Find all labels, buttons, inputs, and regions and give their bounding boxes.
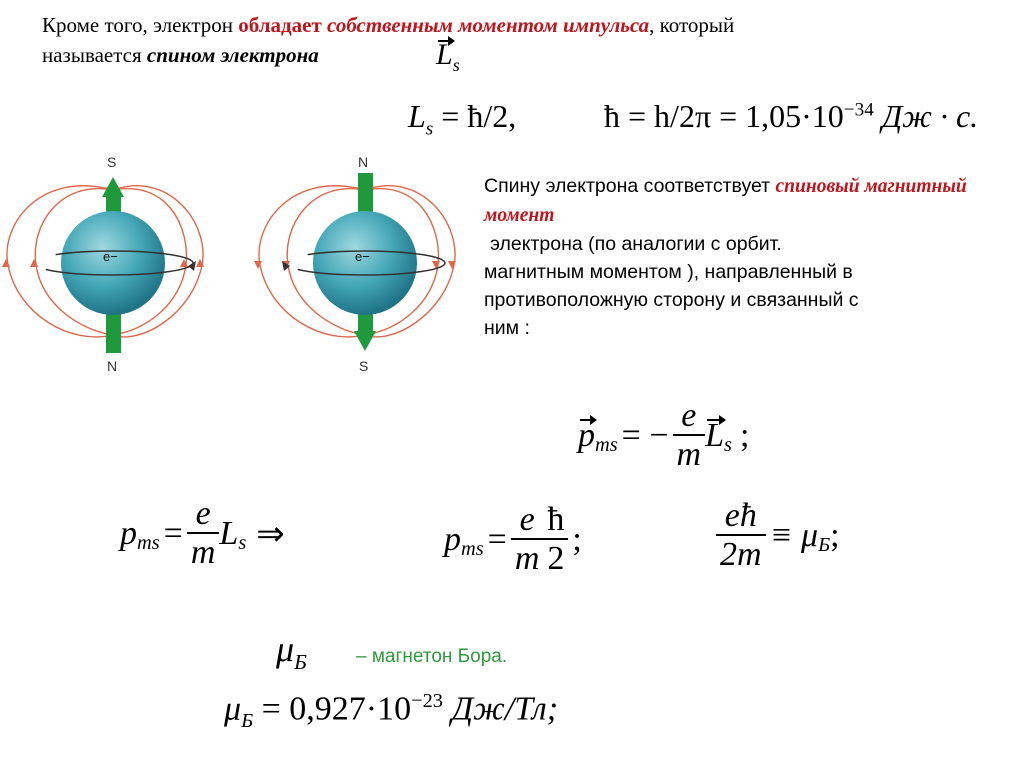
formula-2-den-2: 2: [547, 539, 565, 577]
spin-symbol-letter: L: [436, 38, 453, 71]
formula-1: [120, 496, 285, 571]
spin-text-line-5: ним :: [484, 317, 530, 339]
pole-label-s-bottom: S: [359, 358, 369, 374]
intro-text: [42, 10, 734, 70]
formula-vec-rhs-sub: s: [724, 434, 732, 457]
formula-2-lhs: p: [444, 520, 461, 558]
formula-2-num-1: e: [511, 502, 544, 540]
formula-vec-num: e: [673, 398, 706, 436]
formula-ls-rhs: = ħ/2,: [433, 98, 517, 134]
electron-label-1: e−: [103, 249, 118, 264]
pole-label-n-bottom: N: [107, 358, 118, 374]
intro-text-f: спином электрона: [146, 43, 319, 67]
rotation-arrow-icon: [188, 261, 196, 271]
formula-bohr-value: [224, 690, 558, 733]
formula-3-num: eħ: [716, 498, 766, 536]
magneton-description: – магнетон Бора.: [356, 646, 508, 667]
intro-line-2: [42, 40, 734, 70]
formula-2-frac-1: [511, 502, 544, 577]
electron-atom-1: [2, 154, 204, 374]
electron-atom-2: [254, 154, 456, 374]
formula-3-eq: ≡ μ: [769, 516, 819, 554]
down-arrow-icon: [354, 331, 376, 351]
formula-2-num-2: ħ: [543, 502, 568, 540]
formula-1-den: m: [190, 533, 216, 571]
electron-spin-diagram: [0, 145, 470, 380]
bohr-unit: Дж/Тл;: [443, 690, 559, 728]
bohr-rhs: = 0,927·10: [253, 690, 412, 728]
spin-text-line-2: электрона (по аналогии с орбит.: [490, 233, 782, 255]
intro-text-d: , который: [649, 13, 735, 37]
formula-ls-sub: s: [425, 118, 434, 140]
formula-1-eq: =: [163, 514, 183, 552]
bohr-lhs: μ: [224, 690, 242, 728]
spin-text-line-1: [484, 172, 1009, 230]
formula-2-den-1: m: [514, 539, 540, 577]
formula-2-eq: =: [487, 520, 507, 558]
spin-text-line-3: магнитным моментом ), направленный в: [484, 261, 853, 283]
intro-text-e: называется: [42, 43, 147, 67]
formula-ls: [408, 98, 516, 140]
formula-3-end: ;: [830, 516, 840, 554]
spin-text-line-4: противоположную сторону и связанный с: [484, 289, 859, 311]
magneton-mu: μ: [276, 629, 295, 669]
formula-vec-rhs: L: [705, 416, 725, 454]
formula-vec-lhs: p: [578, 416, 595, 454]
formula-1-rhs: L: [219, 514, 239, 552]
implies-arrow-icon: ⇒: [256, 515, 285, 553]
electron-label-2: e−: [355, 249, 370, 264]
spin-text-b: спиновый магнитный момент: [484, 176, 967, 226]
intro-text-b: обладает: [238, 13, 322, 37]
formula-1-sub: ms: [137, 532, 160, 555]
formula-hbar: [604, 98, 978, 135]
formula-vec-eq: = −: [621, 416, 669, 454]
pole-label-n-top: N: [358, 154, 369, 170]
intro-text-c: собственным моментом импульса: [321, 13, 650, 37]
formula-2-frac-2: [543, 502, 568, 577]
spin-symbol: [436, 38, 460, 76]
formula-3-den: 2m: [720, 535, 762, 573]
magneton-sub: Б: [294, 650, 307, 675]
formula-1-lhs: p: [120, 514, 137, 552]
formula-3: [716, 498, 840, 573]
formula-1-frac: [187, 496, 220, 571]
formula-ls-left: L: [408, 98, 426, 134]
formula-3-frac: [716, 498, 766, 573]
formula-hbar-exp: −34: [843, 99, 874, 121]
spin-text-a: Спину электрона соответствует: [484, 175, 776, 197]
formula-hbar-unit: Дж · с.: [873, 98, 979, 134]
magneton-symbol: [276, 628, 307, 675]
spin-moment-text: [484, 172, 1009, 342]
pole-label-s-top: S: [107, 154, 117, 170]
formula-vec-frac: [673, 398, 706, 473]
formula-2-sub: ms: [461, 538, 484, 561]
formula-2-end: ;: [572, 520, 582, 558]
formula-vec-end: ;: [739, 416, 750, 454]
formula-vector: [578, 398, 749, 473]
intro-line-1: [42, 10, 734, 40]
formula-vec-den: m: [676, 435, 702, 473]
formula-2: [444, 502, 582, 577]
formula-1-rhs-sub: s: [238, 532, 247, 555]
spin-symbol-sub: s: [452, 55, 460, 75]
intro-text-a: Кроме того, электрон: [42, 13, 239, 37]
formula-hbar-text: ħ = h/2π = 1,05·10: [604, 98, 844, 134]
formula-3-sub: Б: [818, 534, 831, 557]
formula-1-num: e: [187, 496, 220, 534]
formula-vec-lhs-sub: ms: [595, 434, 618, 457]
bohr-lhs-sub: Б: [241, 710, 254, 733]
bohr-exp: −23: [411, 690, 443, 712]
